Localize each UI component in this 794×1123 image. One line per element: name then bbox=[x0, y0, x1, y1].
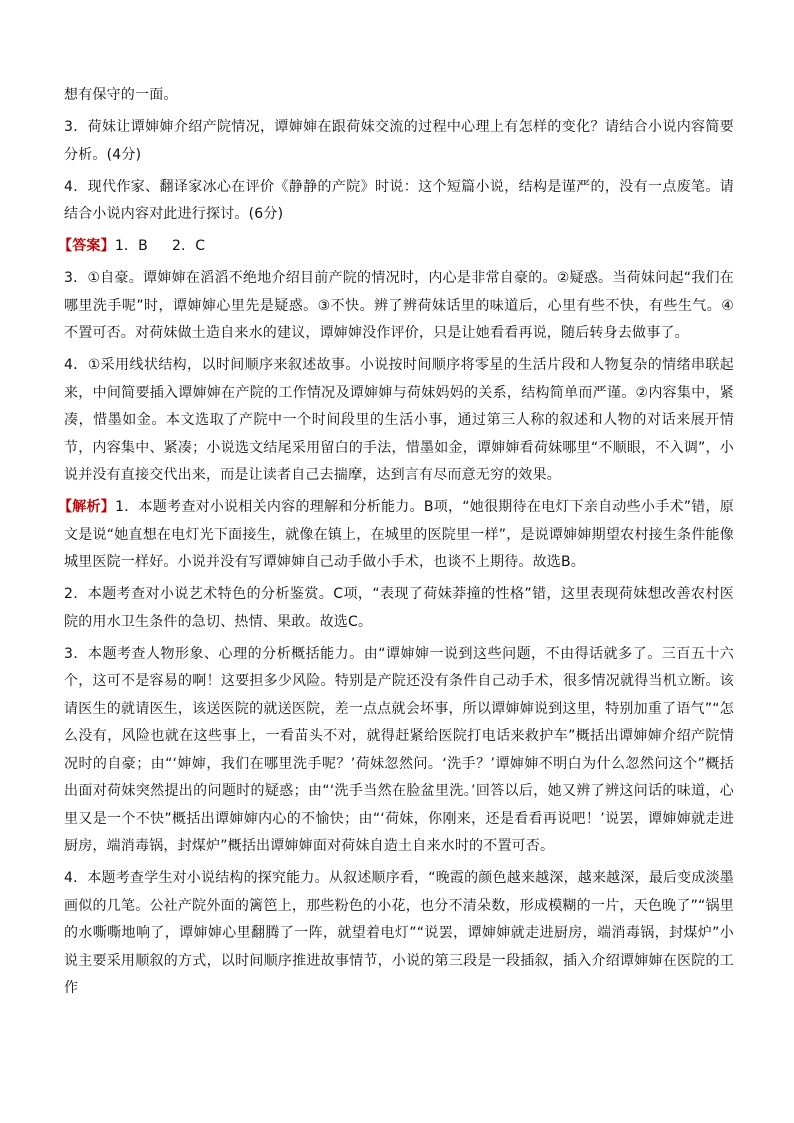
analysis-3: 3．本题考查人物形象、心理的分析概括能力。由“谭婶婶一说到这些问题，不由得话就多了。三百五十六个，这可不是容易的啊！这要担多少风险。特别是产院还没有条件自己动手术，很多情况就得当机立断。该请医生的就请医生，该送医院的就送医院，差一点点就会坏事，所以谭婶婶说到这里，特别加重了语气”“怎么没有，风险也就在这些事上，一看苗头不对，就得赶紧给医院打电话来救护车”概括出谭婶婶介绍产院情况时的自豪；由“‘婶婶，我们在哪里洗手呢？’荷妹忽然问。‘洗手？’谭婶婶不明白为什么忽然问这个”概括出面对荷妹突然提出的问题时的疑惑；由“‘洗手当然在脸盆里洗。’回答以后，她又辨了辨这问话的味道，心里又是一个不快”概括出谭婶婶内心的不愉快；由“‘荷妹，你刚来，还是看看再说吧！’说罢，谭婶婶就走进厨房，端消毒锅，封煤炉”概括出谭婶婶面对荷妹自造土自来水时的不置可否。 bbox=[64, 645, 734, 854]
answer-1: 1．B bbox=[114, 238, 148, 254]
analysis-1-text: 1．本题考查对小说相关内容的理解和分析能力。B项，“她很期待在电灯下亲自动些小手术”错，原文是说“她直想在电灯光下面接生，就像在镇上，在城里的医院里一样”，是说谭婶婶期望农村接生条件能像城里医院一样好。小说并没有写谭婶婶自己动手做小手术，也谈不上期待。故选B。 bbox=[64, 499, 735, 570]
text-line-continuation: 想有保守的一面。 bbox=[64, 87, 178, 103]
answer-line bbox=[58, 233, 734, 261]
analysis-4: 4．本题考查学生对小说结构的探究能力。从叙述顺序看，“晚霞的颜色越来越深，越来越深，最后变成淡墨画似的几笔。公社产院外面的篱笆上，那些粉色的小花，也分不清朵数，形成模糊的一片，天色晚了”“锅里的水嘶嘶地响了，谭婶婶心里翻腾了一阵，就望着电灯”“说罢，谭婶婶就走进厨房，端消毒锅，封煤炉”小说主要采用顺叙的方式，以时间顺序推进故事情节，小说的第三段是一段插叙，插入介绍谭婶婶在医院的工作 bbox=[64, 870, 734, 996]
question-4: 4．现代作家、翻译家冰心在评价《静静的产院》时说：这个短篇小说，结构是谨严的，没有一点废笔。请结合小说内容对此进行探讨。(6分) bbox=[64, 178, 734, 222]
document-body bbox=[58, 82, 735, 1007]
answer-3: 3．①自豪。谭婶婶在滔滔不绝地介绍目前产院的情况时，内心是非常自豪的。②疑惑。当荷妹问起“我们在哪里洗手呢”时，谭婶婶心里先是疑惑。③不快。辨了辨荷妹话里的味道后，心里有些不快，有些生气。④不置可否。对荷妹做土造自来水的建议，谭婶婶没作评价，只是让她看看再说，随后转身去做事了。 bbox=[64, 270, 734, 341]
answer-4: 4．①采用线状结构，以时间顺序来叙述故事。小说按时间顺序将零星的生活片段和人物复杂的情绪串联起来，中间简要插入谭婶婶在产院的工作情况及谭婶婶与荷妹妈妈的关系，结构简单而严谨。②内容集中，紧凑，惜墨如金。本文选取了产院中一个时间段里的生活小事，通过第三人称的叙述和人物的对话来展开情节，内容集中、紧凑；小说选文结尾采用留白的手法，惜墨如金，谭婶婶看荷妹哪里“不顺眼，不入调”，小说并没有直接交代出来，而是让读者自己去揣摩，达到言有尽而意无穷的效果。 bbox=[64, 357, 734, 483]
analysis-2: 2．本题考查对小说艺术特色的分析鉴赏。C项，“表现了荷妹莽撞的性格”错，这里表现荷妹想改善农村医院的用水卫生条件的急切、热情、果敢。故选C。 bbox=[64, 586, 734, 630]
analysis-tag: 【解析】 bbox=[58, 499, 116, 515]
answer-tag: 【答案】 bbox=[58, 238, 115, 254]
answer-2: 2．C bbox=[171, 238, 206, 254]
analysis-1 bbox=[58, 494, 735, 577]
question-3: 3．荷妹让谭婶婶介绍产院情况，谭婶婶在跟荷妹交流的过程中心理上有怎样的变化？请结合小说内容简要分析。(4分) bbox=[64, 119, 734, 163]
